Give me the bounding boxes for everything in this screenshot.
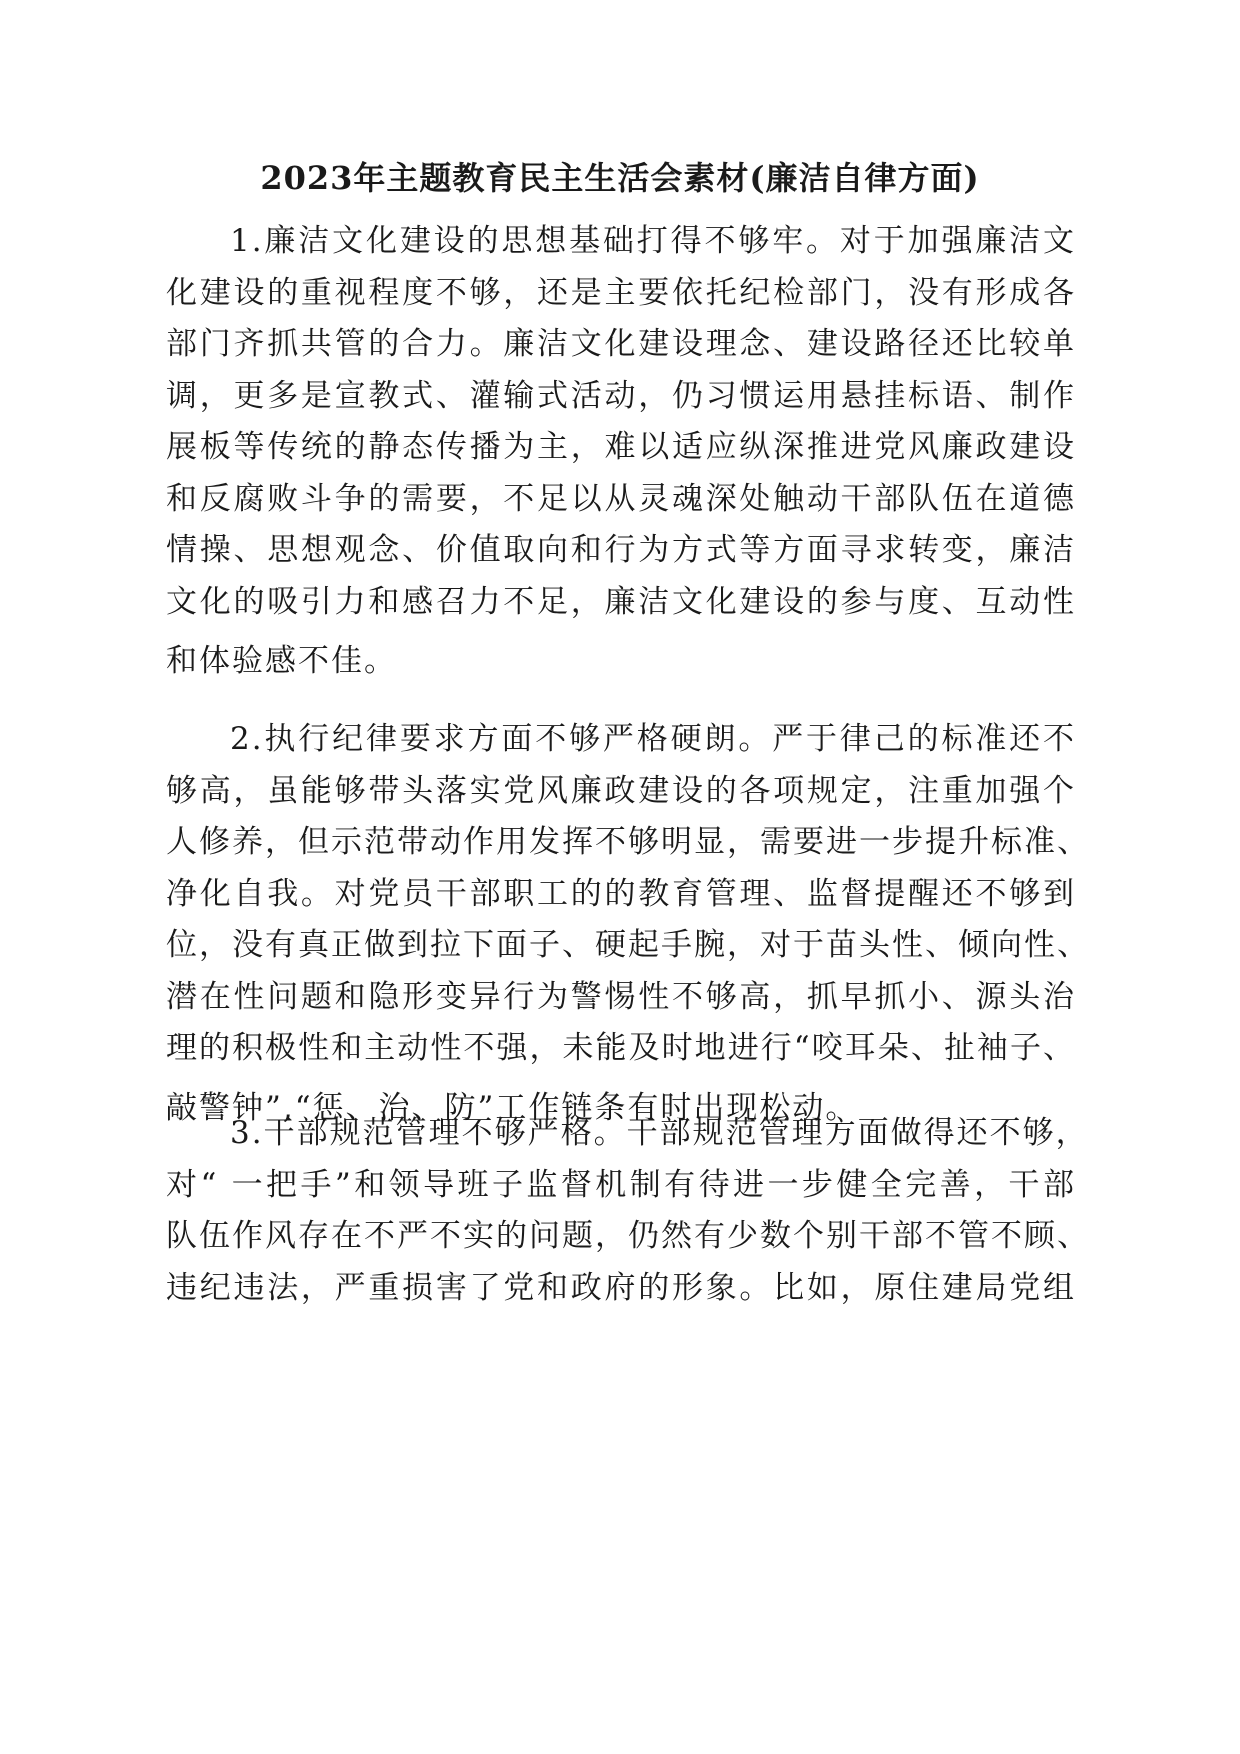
- paragraph-line: 和体验感不佳。: [166, 643, 397, 679]
- paragraph-line: 化建设的重视程度不够，还是主要依托纪检部门，没有形成各: [166, 274, 1076, 311]
- paragraph-line: 情操、思想观念、价值取向和行为方式等方面寻求转变，廉洁: [166, 532, 1076, 568]
- paragraph-line: 部门齐抓共管的合力。廉洁文化建设理念、建设路径还比较单: [166, 326, 1076, 362]
- paragraph-line: 2.执行纪律要求方面不够严格硬朗。严于律己的标准还不: [230, 721, 1076, 757]
- paragraph-line: 调，更多是宣教式、灌输式活动，仍习惯运用悬挂标语、制作: [166, 377, 1076, 414]
- paragraph-line: 潜在性问题和隐形变异行为警惕性不够高，抓早抓小、源头治: [166, 978, 1076, 1015]
- paragraph-line: 敲警钟”,“惩、治、防”工作链条有时出现松动。: [166, 1089, 859, 1126]
- paragraph-line: 1.廉洁文化建设的思想基础打得不够牢。对于加强廉洁文: [230, 223, 1076, 259]
- paragraph-line: 理的积极性和主动性不强，未能及时地进行“咬耳朵、扯袖子、: [166, 1030, 1076, 1066]
- paragraph-line: 文化的吸引力和感召力不足，廉洁文化建设的参与度、互动性: [166, 583, 1076, 620]
- paragraph-line: 展板等传统的静态传播为主，难以适应纵深推进党风廉政建设: [166, 429, 1076, 465]
- paragraph-line: 够高，虽能够带头落实党风廉政建设的各项规定，注重加强个: [166, 772, 1076, 809]
- paragraph-3: [166, 1108, 1090, 1314]
- paragraph-line: 净化自我。对党员干部职工的的教育管理、监督提醒还不够到: [166, 875, 1076, 912]
- paragraph-1: [166, 216, 1076, 688]
- paragraph-line: 位，没有真正做到拉下面子、硬起手腕，对于苗头性、倾向性、: [166, 927, 1090, 963]
- document-title: 2023年主题教育民主生活会素材(廉洁自律方面): [260, 159, 980, 197]
- paragraph-line: 3.干部规范管理不够严格。干部规范管理方面做得还不够，: [230, 1115, 1089, 1151]
- paragraph-line: 和反腐败斗争的需要，不足以从灵魂深处触动干部队伍在道德: [166, 480, 1076, 517]
- paragraph-line: 人修养，但示范带动作用发挥不够明显，需要进一步提升标准、: [166, 824, 1090, 860]
- paragraph-line: 对“ 一把手”和领导班子监督机制有待进一步健全完善，干部: [166, 1166, 1076, 1203]
- paragraph-line: 违纪违法，严重损害了党和政府的形象。比如，原住建局党组: [166, 1269, 1076, 1306]
- paragraph-2: [166, 714, 1090, 1134]
- paragraph-line: 队伍作风存在不严不实的问题，仍然有少数个别干部不管不顾、: [166, 1218, 1090, 1254]
